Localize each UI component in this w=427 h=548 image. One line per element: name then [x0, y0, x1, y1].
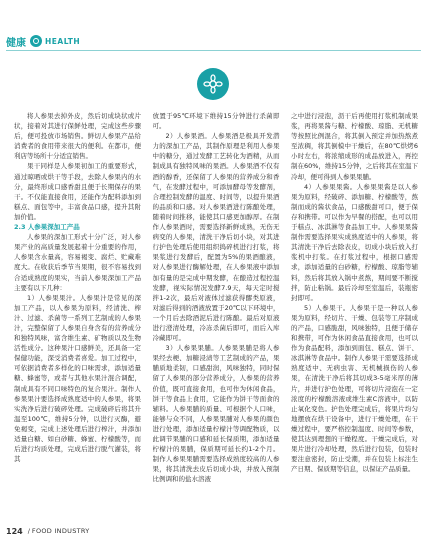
header-divider [6, 50, 421, 51]
section-title-cn: 健康 [6, 37, 26, 49]
paragraph: 人参果的深加工形式十分广泛，对人参果产业的高质量发展起着十分重要的作用，人参果含水量高，容易褐变、腐烂、贮藏难度大。在收获后季节当果期，很不容易找到合适成熟度的果实，当前人参果深加工产品主要有以下几种： [14, 233, 141, 292]
leaf-circle-icon [30, 35, 42, 47]
section-title-en: HEALTH [45, 36, 81, 46]
publication-name: FOOD INDUSTRY [31, 527, 90, 535]
section-subheading: 2.3 人参果深加工产品 [14, 223, 80, 232]
paragraph: 放置于95℃环境下维持15分钟进行杀菌即可。 [152, 112, 280, 131]
section-tab [6, 33, 92, 49]
paragraph: 3）人参果果脯。人参果果脯是将人参果经去梗、加糖浸渍等工艺制成的产品，果脯质地柔韧，口感甜润，风味独特，同时保留了人参果的部分营养成分，人参果的营养价值，既可直接食用，也可作为休闲食品，饼干等食品上食用，它能作为饼干等面食的辅料。人参果脯的质量、可根据个人口味，能够与众不同，人参果果脯对人参果的颜色进行处理，添加适量柠檬汁等调配物质，以此调节果脯的口感和延长保质期，添加适量柠檬汁的果脯，保质期可延长约1-2个月。制作人参果果脯需要选择成熟度较高的人参果，将其清洗去皮后切成小块，并放入预制比例调和的盐水溶液 [152, 344, 280, 484]
column-2 [153, 111, 280, 516]
paragraph: 果干同样是人参果初加工的重要形式，通过晾晒或烘干等手段，去除人参果内的水分，最终形成口感香甜且便于长期保存的果干。不仅能直接食用，还能作为配料添加到糕点、面包等中，丰富食品口感，提升其附加价值。 [14, 162, 141, 221]
paragraph: 之中进行浸泡，沥干后再使用打浆机制成果浆，再将果酱与糖、柠檬酸、琼脂、无机糖等按照比例混合，将其倒入预定并加热熬煮至浓稠，将其倒模中干燥后，在80℃烘烤6小时左右，将浓缩成形的成品放进入，再控制在60%，维持15分钟，之后将其在室温下冷却，便可得到人参果果脯。 [291, 112, 418, 181]
page-header [0, 0, 427, 72]
column-1 [14, 111, 141, 516]
footer-separator: / [27, 527, 30, 535]
sunflower-logo-icon [197, 68, 229, 100]
paragraph: 2）人参果酒。人参果酒是极具开发潜力的深加工产品，其制作原理是利用人参果中的糖分，通过发酵工艺转化为酒精，从而制成具有独特风味的果酒。人参果酒不仅有酒的醇香，还保留了人参果的营养成分和香气，在发酵过程中，可添加酵母等发酵剂，合理控制发酵的温度、时间等，以提升果酒的品质和口感。对人参果酒进行陈酿处理，随着时间推移，能使其口感更加醇厚。在制作人参果酒时，需要选择新鲜成熟，无伤无病变的人参果，清洗干净后切小块，对其进行护色处理后使用组织捣碎机进行打浆，将果浆进行发酵后，配置为5%的果酒酿液，对人参果进行酶解处理，在人参果液中添加加有量的是完成中期发酵，在酿造过程控温发酵，视实际情况发酵7.9天，每天定时搅拌1-2次，最后对液体过滤获得醪类原液，对滤后得到的酒液放置于20℃以下环境中，一个月后去除酒泥后进行陈酿。最后对原液进行澄清处理，冷冻杀菌后即可，而后入库冷藏即可。 [152, 132, 280, 343]
column-3 [291, 111, 418, 516]
page-footer [6, 525, 90, 537]
article-body [14, 111, 418, 516]
page-number: 124 [6, 526, 23, 536]
paragraph: 1）人参果果汁。人参果汁是常见的深加工产品，以人参果为原料，经清洗、榨汁、过滤、杀菌等一系列工艺制成的人参果汁，完整保留了人参果自身含有的营养成分和独特风味，富含维生素、矿物质以及生物活性成分。这种果汁口感鲜美，还具备一定保健功能，深受消费者喜爱。加工过程中，可依据消费者多样化的口味需求，添加适量糖、蜂蜜等，或者与其他水果汁混合调配，制成具有不同口味特色的复合果汁。制作人参果果汁要选择成熟度适中的人参果，将果实洗净后进行破碎处理。完成破碎后将其升温至100℃，维持5分钟，以进行灭酶，避免褐变，完成上述处理后进行榨汁，并添加适量白糖、如白砂糖、蜂蜜、柠檬酸等，而后进行均质处理，完成后进行脱气灌装，将其 [14, 293, 141, 464]
paragraph: 4）人参果果酱。人参果果酱是以人参果为原料，经破碎、添加糖、柠檬酸等，熬制而成的酱状食品，口感酸甜可口，便于保存和携带。可以作为早餐的搭配，也可以用于糕点、冰淇淋等食品加工中。人参果果酱制作需要选择果实成熟度适中的人参果，将其清洗干净后去除表皮，切成小块后放入打浆机中打浆。在打浆过程中，根据口感需求，添加适量的白砂糖，柠檬酸、琼脂等辅料，然后将其放入锅中煮熬，期间要不断搅拌，防止粘锅。最后冷却至室温后，装瓶密封即可。 [291, 182, 418, 302]
paragraph: 将人参果去掉外皮，然后切成块状或片状，接着对其进行保鲜处理，完成这些步骤后，便可投放市场销售。鲜切人参果产品给消费者的食用带来很大的便利。在都市，便利店等场所十分适宜销售。 [14, 112, 141, 161]
paragraph: 5）人参果干。人参果干是一种以人参果为原料，经切片、干燥、包装等工序制成的产品，口感脆甜，风味独特，且便于储存和携带，可作为休闲食品直接食用，也可以作为食品配料，添加到面包、糕点、饼干、冰淇淋等食品中。制作人参果干需要选择成熟度适中、无病虫害、无机械损伤的人参果，在清洗干净后将其切成3-5毫米厚的薄片，并进行护色处理，可将切片浸泡在一定浓度的柠檬酸溶液或维生素C溶液中，以防止氧化变色。护色处理完成后，将果片均匀地摆放在烘干设备中，进行干燥处理，在干燥过程中，要严格控制温度、时间等参数，使其达到理想的干燥程度。干燥完成后，对果片进行冷却处理，然后进行包装，包装时要注意密封，防止受潮，并在包装上标注生产日期、保质期等信息，以保证产品质量。 [291, 303, 418, 474]
